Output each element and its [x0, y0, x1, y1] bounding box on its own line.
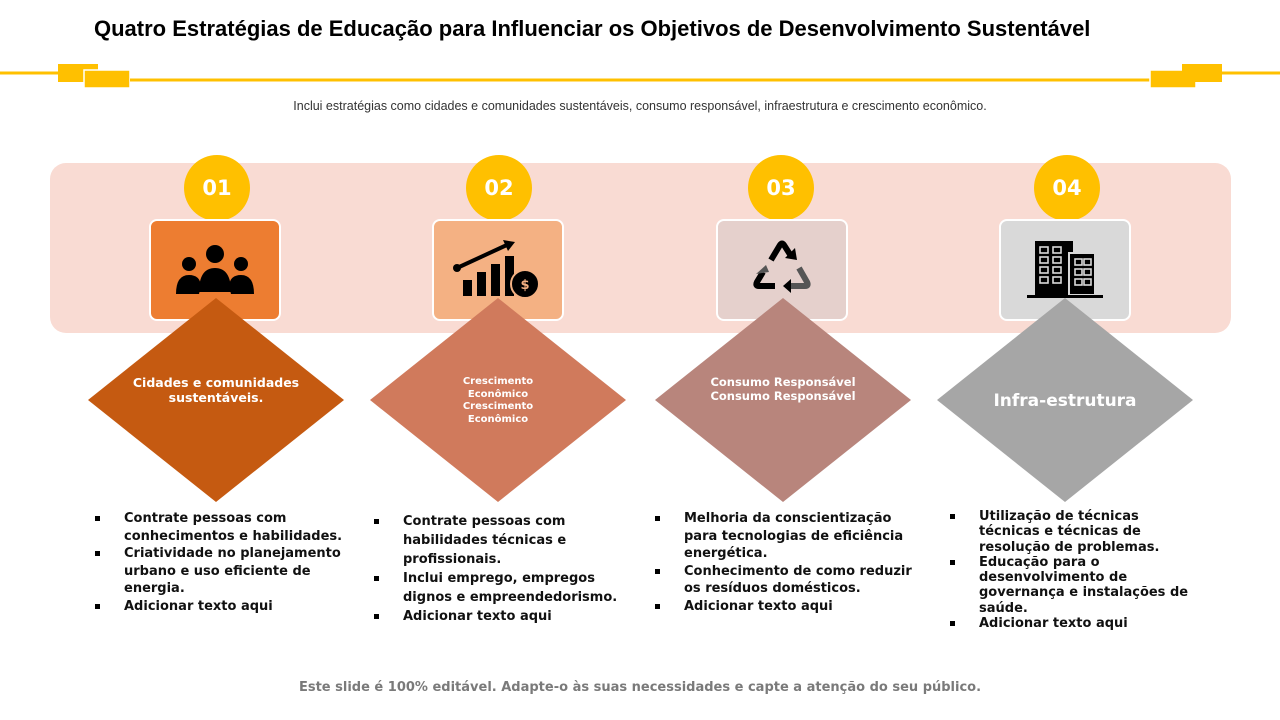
page-title: Quatro Estratégias de Educação para Influenciar os Objetivos de Desenvolvimento Sustentável — [94, 16, 1091, 41]
list-item: Educação para o desenvolvimento de governança e instalações de saúde. — [950, 555, 1190, 616]
strategy-bullets-3 — [655, 510, 915, 615]
list-item: Contrate pessoas com conhecimentos e habilidades. — [95, 510, 345, 545]
strategy-diamond-4 — [937, 298, 1193, 502]
list-item: Conhecimento de como reduzir os resíduos domésticos. — [655, 563, 915, 598]
recycle-icon — [749, 238, 815, 302]
strategy-number-1: 01 — [184, 155, 250, 221]
decorative-divider — [0, 60, 1280, 92]
strategy-number-3: 03 — [748, 155, 814, 221]
list-item: Criatividade no planejamento urbano e uso eficiente de energia. — [95, 545, 345, 598]
strategy-bullets-1 — [95, 510, 345, 615]
strategy-diamond-2 — [370, 298, 626, 502]
strategy-label-3: Consumo Responsável Consumo Responsável — [710, 375, 856, 403]
list-item: Adicionar texto aqui — [374, 607, 624, 626]
strategy-label-2: Crescimento Econômico Crescimento Econômico — [462, 376, 534, 425]
list-item: Utilização de técnicas técnicas e técnicas de resolução de problemas. — [950, 509, 1190, 555]
footer-note: Este slide é 100% editável. Adapte-o às suas necessidades e capte a atenção do seu público. — [298, 680, 982, 695]
list-item: Adicionar texto aqui — [950, 616, 1190, 631]
list-item: Melhoria da conscientização para tecnologias de eficiência energética. — [655, 510, 915, 563]
strategy-number-2: 02 — [466, 155, 532, 221]
strategy-bullets-2 — [374, 512, 624, 626]
svg-text:$: $ — [520, 278, 530, 293]
strategy-bullets-4 — [950, 509, 1190, 631]
people-group-icon — [175, 242, 255, 298]
strategy-label-4: Infra-estrutura — [993, 391, 1137, 411]
strategy-diamond-1 — [88, 298, 344, 502]
list-item: Contrate pessoas com habilidades técnicas e profissionais. — [374, 512, 624, 569]
strategy-diamond-3 — [655, 298, 911, 502]
strategy-label-1: Cidades e comunidades sustentáveis. — [132, 375, 300, 405]
growth-chart-dollar-icon — [453, 240, 543, 300]
page-subtitle: Inclui estratégias como cidades e comunidades sustentáveis, consumo responsável, infraestrutura e crescimento econômico. — [293, 99, 987, 113]
list-item: Adicionar texto aqui — [95, 598, 345, 616]
list-item: Inclui emprego, empregos dignos e empreendedorismo. — [374, 569, 624, 607]
building-icon — [1025, 239, 1105, 301]
list-item: Adicionar texto aqui — [655, 598, 915, 616]
strategy-number-4: 04 — [1034, 155, 1100, 221]
